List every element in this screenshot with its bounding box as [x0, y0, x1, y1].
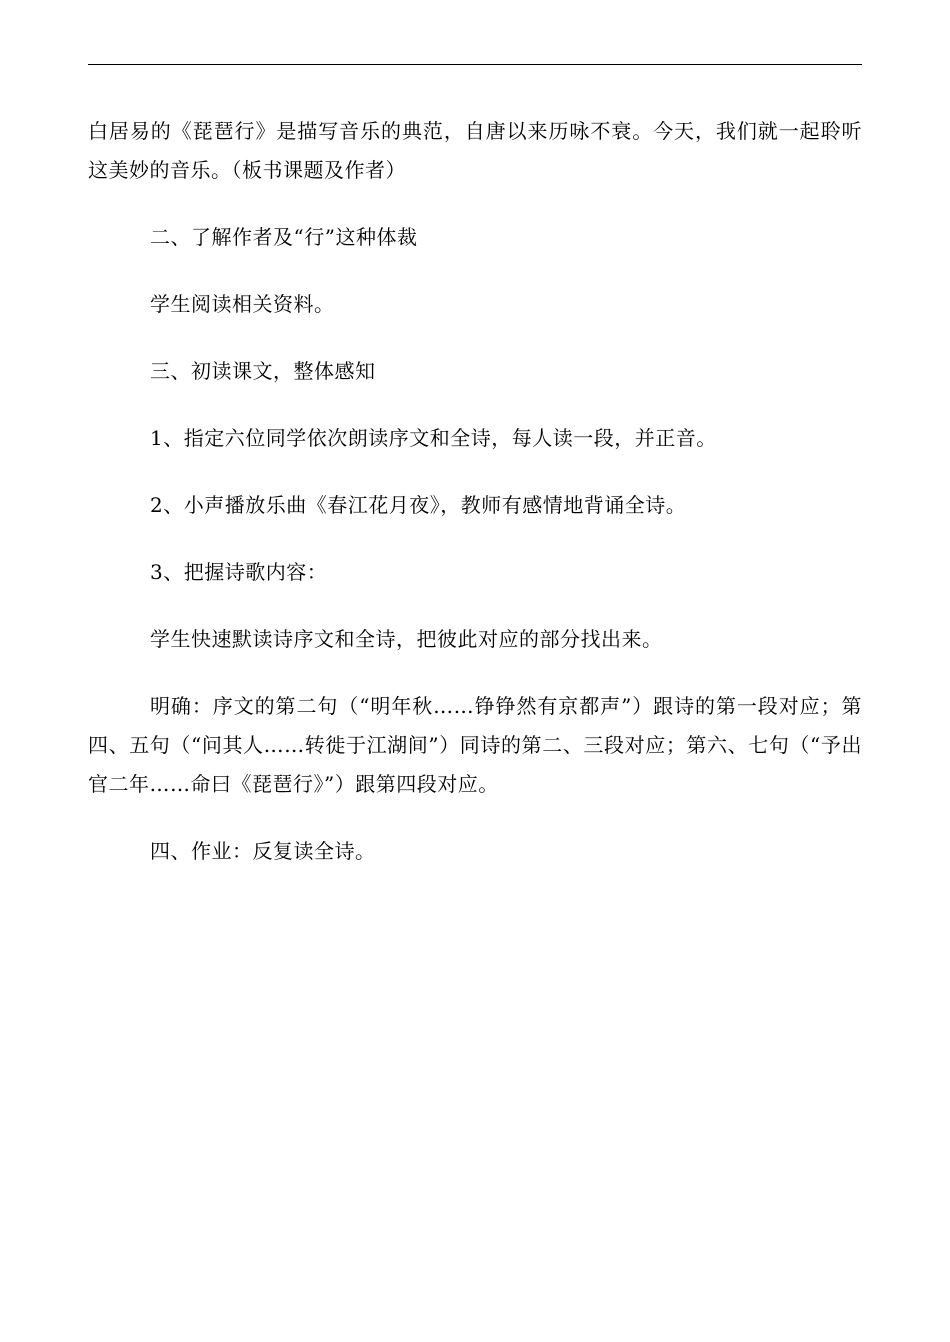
- section-heading-author-genre: 二、了解作者及“行”这种体裁: [150, 225, 418, 249]
- section-heading-first-reading: 三、初读课文，整体感知: [150, 359, 376, 383]
- header-rule: [88, 64, 862, 65]
- document-body: [88, 112, 862, 871]
- paragraph-read-materials: 学生阅读相关资料。: [150, 292, 335, 316]
- section-heading-homework: 四、作业：反复读全诗。: [150, 839, 376, 863]
- step-2-paragraph: 2、小声播放乐曲《春江花月夜》，教师有感情地背诵全诗。: [150, 493, 687, 517]
- student-task-paragraph: 学生快速默读诗序文和全诗，把彼此对应的部分找出来。: [150, 627, 663, 651]
- clarification-paragraph: 明确：序文的第二句（“明年秋……铮铮然有京都声”）跟诗的第一段对应；第四、五句（“问其人……转徙于江湖间”）同诗的第二、三段对应；第六、七句（“予出官二年……命曰《琵琶行》”）跟第四段对应。: [88, 694, 862, 796]
- intro-paragraph: 白居易的《琵琶行》是描写音乐的典范，自唐以来历咏不衰。今天，我们就一起聆听这美妙的音乐。（板书课题及作者）: [88, 119, 862, 182]
- step-3-paragraph: 3、把握诗歌内容：: [150, 560, 328, 584]
- step-1-paragraph: 1、指定六位同学依次朗读序文和全诗，每人读一段，并正音。: [150, 426, 717, 450]
